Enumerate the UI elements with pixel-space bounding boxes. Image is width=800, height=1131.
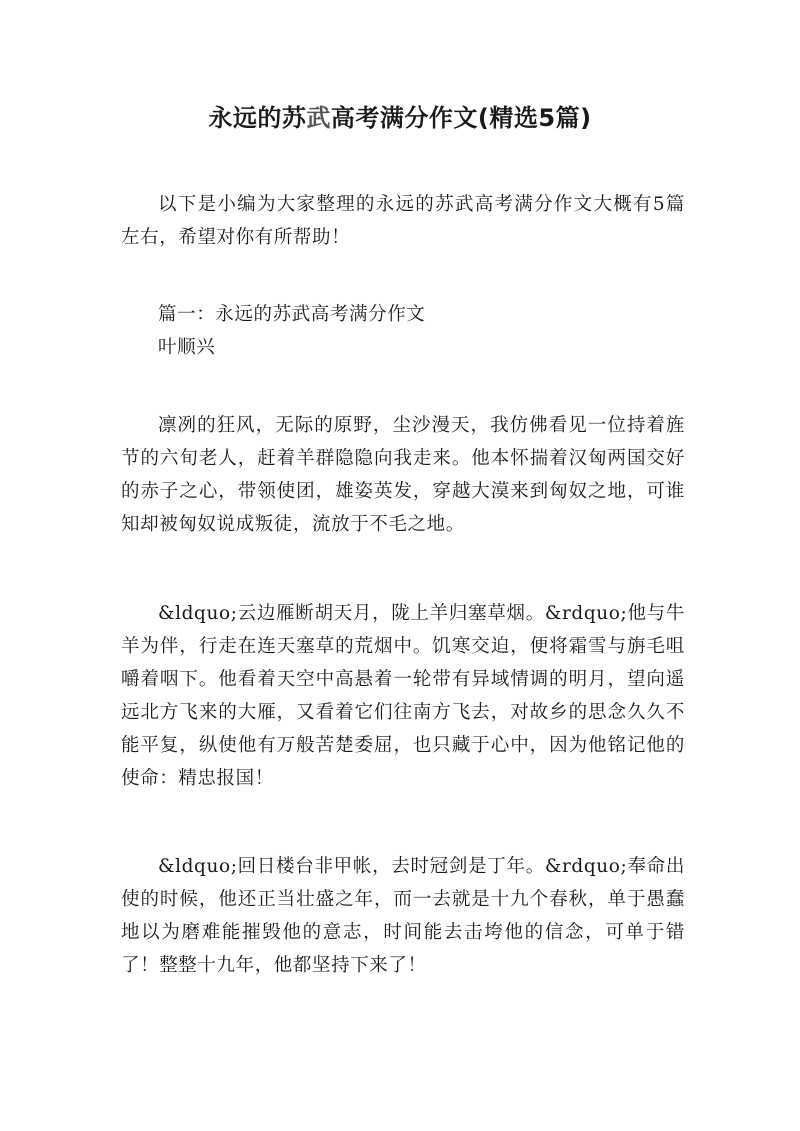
- document-title: [0, 98, 800, 138]
- intro-paragraph: 以下是小编为大家整理的永远的苏武高考满分作文大概有5篇左右，希望对你有所帮助！: [121, 194, 685, 248]
- author-name: 叶顺兴: [158, 337, 216, 358]
- title-text-highlight: 武: [306, 104, 331, 132]
- body-paragraph-2: &ldquo;云边雁断胡天月，陇上羊归塞草烟。&rdquo;他与牛羊为伴，行走在连天塞草的荒烟中。饥寒交迫，便将霜雪与旃毛咀嚼着咽下。他看着天空中高悬着一轮带有异域情调的明月，望向遥远北方飞来的大雁，又看着它们往南方飞去，对故乡的思念久久不能平复，纵使他有万般苦楚委屈，也只藏于心中，因为他铭记他的使命：精忠报国！: [121, 603, 685, 789]
- title-text-part1: 永远的苏: [208, 104, 307, 132]
- body-paragraph-1: 凛冽的狂风，无际的原野，尘沙漫天，我仿佛看见一位持着旌节的六旬老人，赶着羊群隐隐向我走来。他本怀揣着汉匈两国交好的赤子之心，带领使团，雄姿英发，穿越大漠来到匈奴之地，可谁知却被匈奴说成叛徒，流放于不毛之地。: [121, 415, 685, 535]
- body-paragraph-3: &ldquo;回日楼台非甲帐，去时冠剑是丁年。&rdquo;奉命出使的时候，他还正当壮盛之年，而一去就是十九个春秋，单于愚蠢地以为磨难能摧毁他的意志，时间能去击垮他的信念，可单于错了！整整十九年，他都坚持下来了！: [121, 856, 685, 976]
- title-text-part2: 高考满分作文(精选5篇): [330, 104, 592, 132]
- section-heading: 篇一：永远的苏武高考满分作文: [158, 304, 426, 325]
